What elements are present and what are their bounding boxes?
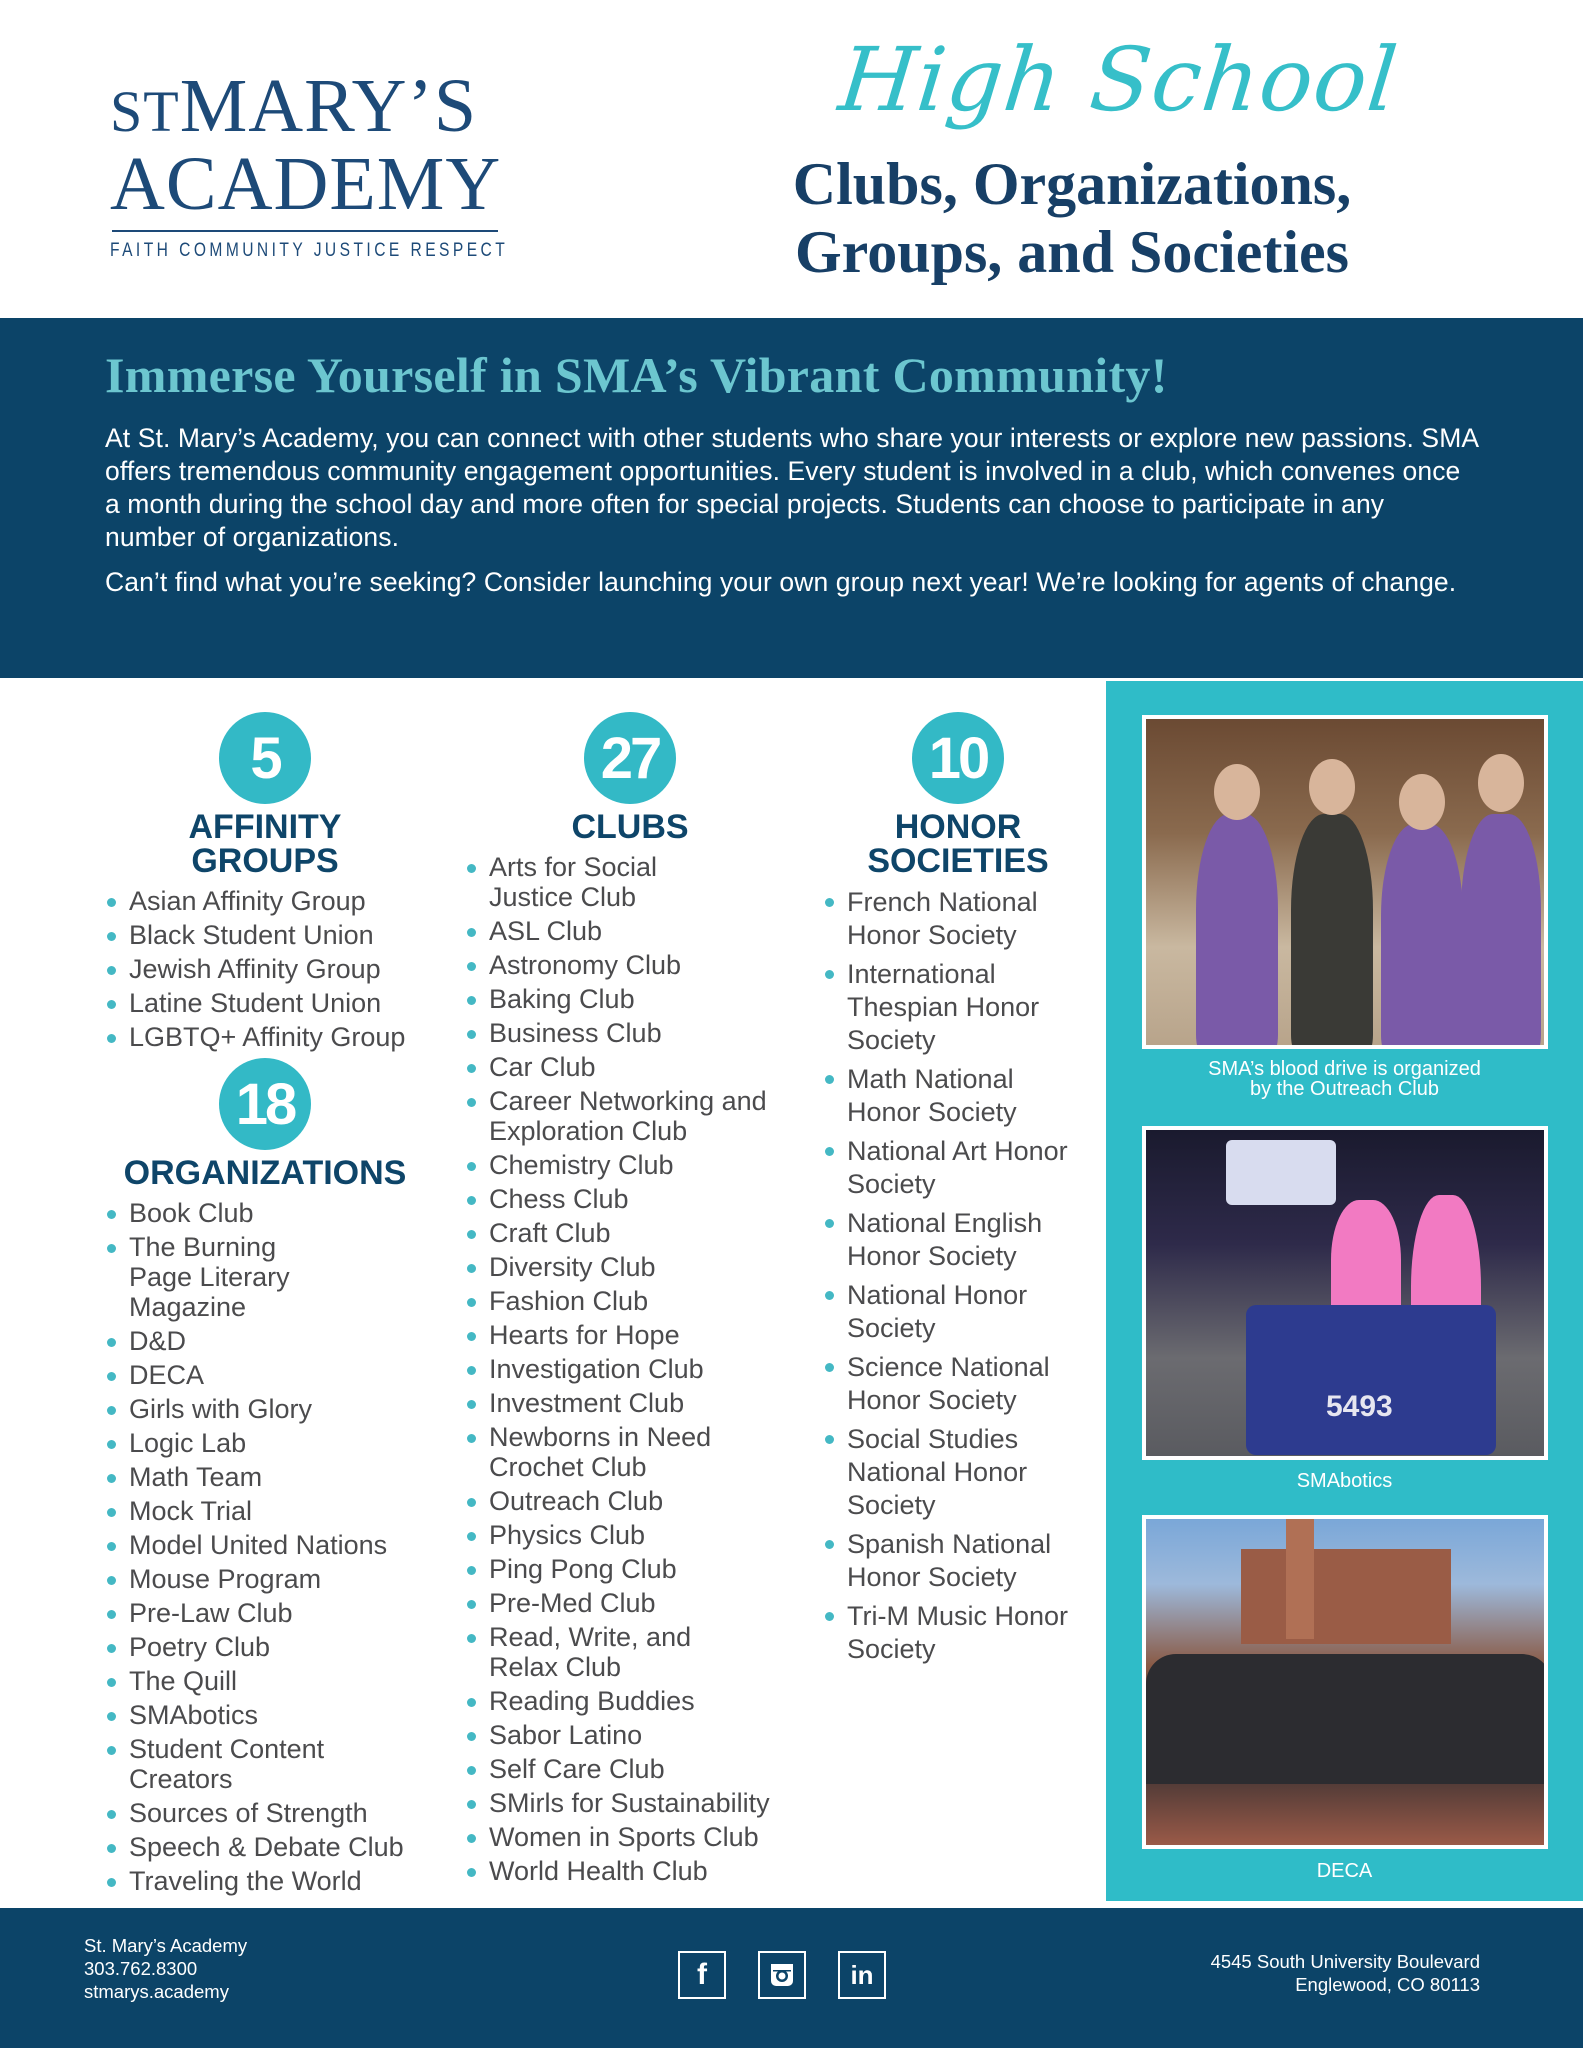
- logo-marys: MARY’S: [179, 64, 478, 148]
- list-item: Chess Club: [465, 1184, 795, 1214]
- list-item: Sources of Strength: [105, 1798, 425, 1828]
- list-item: Math National Honor Society: [823, 1063, 1053, 1129]
- intro-paragraph-2: Can’t find what you’re seeking? Consider launching your own group next year! We’re looking for agents of change.: [105, 567, 1457, 597]
- footer-school-name: St. Mary’s Academy: [84, 1935, 248, 1956]
- linkedin-icon[interactable]: in: [838, 1951, 886, 1999]
- robot-number: 5493: [1326, 1390, 1393, 1423]
- footer-phone[interactable]: 303.762.8300: [84, 1958, 198, 1979]
- list-item: Read, Write, and Relax Club: [465, 1622, 705, 1682]
- list-item: Chemistry Club: [465, 1150, 795, 1180]
- footer-address: 4545 South University Boulevard Englewood, CO 80113: [1210, 1951, 1480, 1995]
- logo-st: ST: [110, 79, 180, 144]
- list-item: Science National Honor Society: [823, 1351, 1063, 1417]
- organizations-heading: ORGANIZATIONS: [123, 1154, 407, 1192]
- list-item: National English Honor Society: [823, 1207, 1063, 1273]
- list-item: Business Club: [465, 1018, 795, 1048]
- logo-academy: ACADEMY: [110, 142, 502, 226]
- affinity-heading: AFFINITY GROUPS: [188, 808, 342, 880]
- organizations-list: [105, 1198, 425, 1896]
- photo-panel: [1106, 681, 1583, 1901]
- instagram-icon[interactable]: [758, 1951, 806, 1999]
- list-item: Investment Club: [465, 1388, 795, 1418]
- list-item: Spanish National Honor Society: [823, 1528, 1063, 1594]
- list-item: Self Care Club: [465, 1754, 795, 1784]
- list-item: Newborns in Need Crochet Club: [465, 1422, 715, 1482]
- list-item: Social Studies National Honor Society: [823, 1423, 1053, 1522]
- footer-website-link[interactable]: stmarys.academy: [84, 1981, 229, 2002]
- facebook-icon[interactable]: f: [678, 1951, 726, 1999]
- affinity-list: [105, 886, 425, 1052]
- photo-caption: SMA’s blood drive is organized by the Outreach Club: [1208, 1058, 1481, 1100]
- list-item: Model United Nations: [105, 1530, 425, 1560]
- script-subtitle: High School: [834, 28, 1403, 131]
- list-item: Poetry Club: [105, 1632, 425, 1662]
- list-item: DECA: [105, 1360, 425, 1390]
- intro-heading: Immerse Yourself in SMA’s Vibrant Community!: [105, 347, 1168, 403]
- list-item: World Health Club: [465, 1856, 795, 1886]
- affinity-organizations-column: [105, 712, 425, 1900]
- list-item: Outreach Club: [465, 1486, 795, 1516]
- list-item: Tri-M Music Honor Society: [823, 1600, 1073, 1666]
- list-item: SMAbotics: [105, 1700, 425, 1730]
- list-item: Astronomy Club: [465, 950, 795, 980]
- honor-list: [823, 886, 1093, 1666]
- list-item: Mouse Program: [105, 1564, 425, 1594]
- list-item: Investigation Club: [465, 1354, 795, 1384]
- logo-tagline: FAITH COMMUNITY JUSTICE RESPECT: [110, 240, 509, 261]
- list-item: SMirls for Sustainability: [465, 1788, 795, 1818]
- list-item: Jewish Affinity Group: [105, 954, 425, 984]
- footer: [0, 1908, 1583, 2048]
- list-item: D&D: [105, 1326, 425, 1356]
- honor-societies-column: [823, 712, 1093, 1672]
- list-item: Mock Trial: [105, 1496, 425, 1526]
- list-item: Sabor Latino: [465, 1720, 795, 1750]
- list-item: Reading Buddies: [465, 1686, 795, 1716]
- affinity-count-badge: 5: [219, 712, 311, 804]
- list-item: Pre-Med Club: [465, 1588, 795, 1618]
- list-item: Latine Student Union: [105, 988, 425, 1018]
- list-item: The Burning Page Literary Magazine: [105, 1232, 345, 1322]
- list-item: National Art Honor Society: [823, 1135, 1093, 1201]
- intro-paragraph-1: At St. Mary’s Academy, you can connect with other students who share your interests or explore new passions. SMA offers tremendous community engagement opportunities. Every student is involved in a club, which convenes once a month during the school day and more often for special projects. Students can choose to participate in any number of organizations.: [105, 423, 1478, 552]
- list-item: Car Club: [465, 1052, 795, 1082]
- intro-band: [0, 318, 1583, 678]
- list-item: Craft Club: [465, 1218, 795, 1248]
- clubs-column: [465, 712, 795, 1890]
- list-item: The Quill: [105, 1666, 425, 1696]
- clubs-count-badge: 27: [584, 712, 676, 804]
- honor-heading: HONOR SOCIETIES: [867, 808, 1049, 880]
- list-item: Women in Sports Club: [465, 1822, 795, 1852]
- list-item: Student Content Creators: [105, 1734, 325, 1794]
- organizations-count-badge: 18: [219, 1058, 311, 1150]
- list-item: Baking Club: [465, 984, 795, 1014]
- list-item: LGBTQ+ Affinity Group: [105, 1022, 425, 1052]
- list-item: Book Club: [105, 1198, 425, 1228]
- list-item: Traveling the World: [105, 1866, 425, 1896]
- list-item: Math Team: [105, 1462, 425, 1492]
- list-item: Asian Affinity Group: [105, 886, 425, 916]
- list-item: Black Student Union: [105, 920, 425, 950]
- list-item: National Honor Society: [823, 1279, 1053, 1345]
- deca-photo: [1142, 1515, 1548, 1849]
- list-item: Fashion Club: [465, 1286, 795, 1316]
- school-logo: [110, 64, 509, 262]
- list-item: Hearts for Hope: [465, 1320, 795, 1350]
- honor-count-badge: 10: [912, 712, 1004, 804]
- list-item: Girls with Glory: [105, 1394, 425, 1424]
- list-item: Speech & Debate Club: [105, 1832, 425, 1862]
- logo-rule: [112, 230, 498, 232]
- smabotics-photo: [1142, 1126, 1548, 1460]
- list-item: International Thespian Honor Society: [823, 958, 1053, 1057]
- page-title: Clubs, Organizations, Groups, and Societies: [792, 151, 1352, 285]
- list-item: Ping Pong Club: [465, 1554, 795, 1584]
- list-item: Logic Lab: [105, 1428, 425, 1458]
- list-item: ASL Club: [465, 916, 795, 946]
- list-item: French National Honor Society: [823, 886, 1053, 952]
- footer-contact: [84, 1934, 247, 2003]
- blood-drive-photo: [1142, 715, 1548, 1049]
- photo-caption: SMAbotics: [1296, 1470, 1393, 1492]
- photo-caption: DECA: [1316, 1860, 1373, 1882]
- clubs-heading: CLUBS: [571, 808, 689, 846]
- list-item: Career Networking and Exploration Club: [465, 1086, 785, 1146]
- list-item: Arts for Social Justice Club: [465, 852, 665, 912]
- list-item: Diversity Club: [465, 1252, 795, 1282]
- clubs-list: [465, 852, 795, 1886]
- list-item: Pre-Law Club: [105, 1598, 425, 1628]
- list-item: Physics Club: [465, 1520, 795, 1550]
